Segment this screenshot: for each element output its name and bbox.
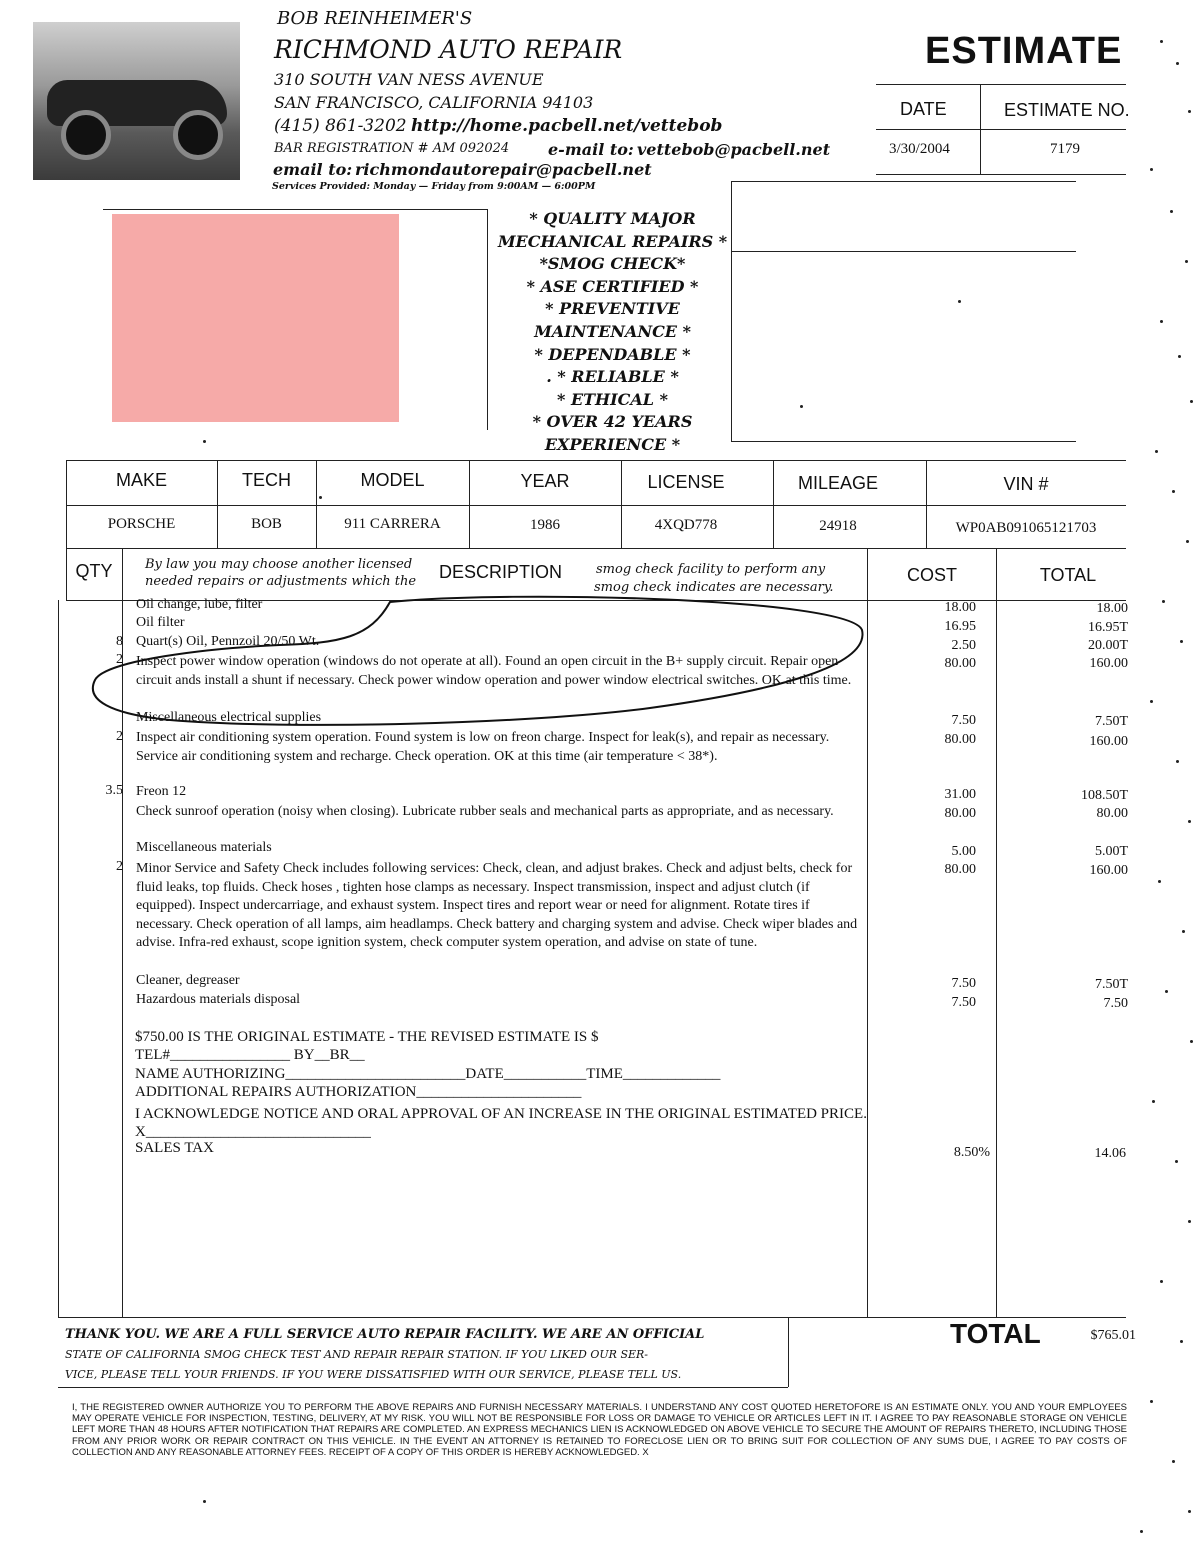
date-label: DATE bbox=[900, 99, 947, 119]
car-photo bbox=[33, 22, 240, 180]
email-label-2: email to: bbox=[273, 160, 353, 179]
license-label: LICENSE bbox=[647, 472, 725, 492]
shop-phone: (415) 861-3202 bbox=[274, 116, 407, 136]
estimate-number: 7179 bbox=[1050, 141, 1080, 157]
year-value: 1986 bbox=[530, 517, 560, 533]
line-cost: 80.00 bbox=[944, 732, 976, 747]
line-total: 160.00 bbox=[1089, 734, 1128, 749]
line-description: Check sunroof operation (noisy when closing). Lubricate rubber seals and mechanical parts as appropriate, and as necessary. bbox=[136, 804, 834, 819]
line-qty: 2 bbox=[116, 652, 123, 667]
tech-value: BOB bbox=[251, 516, 282, 532]
description-header: DESCRIPTION bbox=[439, 562, 563, 582]
line-cost: 7.50 bbox=[951, 713, 976, 728]
thank-you-line-3: VICE, PLEASE TELL YOUR FRIENDS. IF YOU WERE DISSATISFIED WITH OUR SERVICE, PLEASE TELL US. bbox=[65, 1368, 682, 1381]
vin-value: WP0AB091065121703 bbox=[955, 520, 1097, 536]
service-item: * QUALITY MAJOR bbox=[529, 209, 696, 228]
cost-header: COST bbox=[906, 565, 957, 585]
sales-tax-rate: 8.50% bbox=[953, 1145, 990, 1160]
service-hours: Services Provided: Monday — Friday from 9:00AM — 6:00PM bbox=[272, 181, 596, 192]
line-qty: 2 bbox=[116, 729, 123, 744]
line-cost: 18.00 bbox=[944, 600, 976, 615]
line-total: 18.00 bbox=[1096, 601, 1128, 616]
line-description: Miscellaneous electrical supplies bbox=[136, 710, 322, 725]
line-total: 5.00T bbox=[1094, 844, 1128, 859]
line-description: Hazardous materials disposal bbox=[136, 992, 301, 1007]
handwritten-circle-annotation bbox=[90, 590, 880, 740]
shop-name: RICHMOND AUTO REPAIR bbox=[274, 35, 623, 64]
mileage-label: MILEAGE bbox=[797, 473, 879, 493]
model-label: MODEL bbox=[360, 470, 425, 490]
line-description: Cleaner, degreaser bbox=[136, 973, 240, 988]
line-total: 80.00 bbox=[1096, 806, 1128, 821]
shop-owner: BOB REINHEIMER'S bbox=[277, 8, 473, 29]
service-item: MAINTENANCE * bbox=[534, 321, 691, 341]
year-label: YEAR bbox=[520, 471, 570, 491]
grand-total-label: TOTAL bbox=[950, 1318, 1041, 1349]
name-authorizing-line: NAME AUTHORIZING________________________DATE___________TIME_____________ bbox=[135, 1066, 721, 1082]
line-cost: 16.95 bbox=[944, 619, 976, 634]
vin-label: VIN # bbox=[1003, 474, 1049, 494]
smog-notice-left-2: needed repairs or adjustments which the bbox=[145, 574, 417, 589]
services-list bbox=[495, 208, 730, 457]
total-header: TOTAL bbox=[1039, 565, 1097, 585]
estimate-no-label: ESTIMATE NO. bbox=[1004, 100, 1130, 120]
line-cost: 80.00 bbox=[944, 806, 976, 821]
additional-repairs-line: ADDITIONAL REPAIRS AUTHORIZATION______________________ bbox=[135, 1084, 582, 1100]
telephone-line: TEL#________________ BY__BR__ bbox=[135, 1047, 365, 1063]
service-item: MECHANICAL REPAIRS * bbox=[497, 231, 728, 251]
email-2[interactable]: richmondautorepair@pacbell.net bbox=[355, 160, 652, 179]
estimate-date: 3/30/2004 bbox=[889, 141, 950, 157]
thank-you-line-1: THANK YOU. WE ARE A FULL SERVICE AUTO REPAIR FACILITY. WE ARE AN OFFICIAL bbox=[65, 1327, 705, 1342]
line-description: Minor Service and Safety Check includes following services: Check, clean, and adjust brakes. Check and adjust belts, check for fluid leaks, top fluids. Check hoses , tighten hose clamps as necessary. Inspect transmission, inspect and adjust clutch (if equipped). Inspect undercarriage, and exhaust system. Inspect tires and report wear or need for alignment. Rotate tires if necessary. Check operation of all lamps, aim headlamps. Check battery and charging system and advise. Check wiper blades and advise. Infra-red exhaust, scope ignition system, check computer system operation, and advise on state of tune. bbox=[136, 861, 858, 950]
line-total: 160.00 bbox=[1089, 656, 1128, 671]
line-total: 20.00T bbox=[1087, 638, 1128, 653]
sales-tax-amount: 14.06 bbox=[1094, 1146, 1126, 1161]
line-description: Inspect power window operation (windows do not operate at all). Found an open circuit in the B+ supply circuit. Repair open circuit ands install a shunt if necessary. Check power window operation and power window electrical switches. OK at this time. bbox=[136, 654, 852, 688]
line-qty: 2 bbox=[116, 859, 123, 874]
line-cost: 80.00 bbox=[944, 862, 976, 877]
original-estimate-text: $750.00 IS THE ORIGINAL ESTIMATE - THE REVISED ESTIMATE IS $ bbox=[135, 1029, 599, 1045]
model-value: 911 CARRERA bbox=[344, 516, 441, 532]
email-1[interactable]: vettebob@pacbell.net bbox=[637, 140, 831, 159]
service-item: . * RELIABLE * bbox=[546, 367, 679, 387]
make-value: PORSCHE bbox=[107, 516, 176, 532]
line-description: Inspect air conditioning system operation. Found system is low on freon charge. Inspect for leak(s), and repair as necessary. Service air conditioning system and recharge. Check operation. OK at this time (air temperature < 38*). bbox=[136, 730, 830, 764]
mileage-value: 24918 bbox=[819, 518, 857, 534]
line-description: Freon 12 bbox=[136, 784, 187, 799]
service-item: * ASE CERTIFIED * bbox=[526, 276, 699, 296]
document-title: ESTIMATE bbox=[925, 30, 1123, 72]
redacted-customer-info bbox=[112, 214, 399, 422]
line-total: 160.00 bbox=[1089, 863, 1128, 878]
line-qty: 8 bbox=[116, 634, 123, 649]
service-item: * DEPENDABLE * bbox=[534, 344, 691, 364]
acknowledge-text: I ACKNOWLEDGE NOTICE AND ORAL APPROVAL OF AN INCREASE IN THE ORIGINAL ESTIMATED PRICE. X______________________________ bbox=[135, 1106, 867, 1140]
sales-tax-label: SALES TAX bbox=[135, 1140, 214, 1156]
shop-address-1: 310 SOUTH VAN NESS AVENUE bbox=[274, 70, 544, 89]
thank-you-line-2: STATE OF CALIFORNIA SMOG CHECK TEST AND REPAIR REPAIR STATION. IF YOU LIKED OUR SER- bbox=[65, 1348, 649, 1361]
line-qty: 3.5 bbox=[105, 783, 123, 798]
smog-notice-left-1: By law you may choose another licensed bbox=[145, 557, 413, 572]
make-label: MAKE bbox=[115, 470, 167, 490]
service-item: EXPERIENCE * bbox=[544, 434, 681, 454]
line-cost: 5.00 bbox=[951, 844, 976, 859]
license-value: 4XQD778 bbox=[654, 517, 718, 533]
service-item: * PREVENTIVE bbox=[545, 299, 680, 319]
tech-label: TECH bbox=[242, 470, 291, 490]
service-item: * ETHICAL * bbox=[557, 389, 668, 409]
line-cost: 7.50 bbox=[951, 995, 976, 1010]
line-description: Oil change, lube, filter bbox=[136, 597, 263, 612]
bar-registration: BAR REGISTRATION # AM 092024 bbox=[274, 141, 510, 156]
line-cost: 2.50 bbox=[951, 638, 976, 653]
smog-notice-right-2: smog check indicates are necessary. bbox=[594, 580, 834, 595]
service-item: * OVER 42 YEARS bbox=[532, 412, 693, 432]
line-description: Oil filter bbox=[136, 615, 185, 630]
line-cost: 7.50 bbox=[951, 976, 976, 991]
smog-notice-right-1: smog check facility to perform any bbox=[596, 562, 826, 577]
line-description: Miscellaneous materials bbox=[136, 840, 272, 855]
legal-terms: I, THE REGISTERED OWNER AUTHORIZE YOU TO PERFORM THE ABOVE REPAIRS AND FURNISH NECESSARY MATERIALS. I UNDERSTAND ANY COST QUOTED HERETOFORE IS AN ESTIMATE ONLY. YOU AND YOUR EMPLOYEES MAY OPERATE VEHICLE FOR INSPECTION, TESTING, DELIVERY, AT MY RISK. YOU WILL NOT BE RESPONSIBLE FOR LOSS OR DAMAGE TO VEHICLE OR ARTICLES LEFT IN IT. I AGREE TO PAY REASONABLE STORAGE ON VEHICLE LEFT MORE THAN 48 HOURS AFTER NOTIFICATION THAT REPAIRS ARE COMPLETED. AN EXPRESS MECHANICS LIEN IS ACKNOWLEDGED ON ABOVE VEHICLE TO SECURE THE AMOUNT OF REPAIRS THERETO, INCLUDING THOSE FROM ANY PRIOR WORK OR REPAIR CONTRACT ON THIS VEHICLE. IN THE EVENT AN ATTORNEY IS RETAINED TO FORECLOSE LIEN OR TO BRING SUIT FOR COLLECTION OF ANY SUMS DUE, I AGREE TO PAY COSTS OF COLLECTION AND ANY REASONABLE ATTORNEY FEES. RECEIPT OF A COPY OF THIS ORDER IS HEREBY ACKNOWLEDGED. X bbox=[72, 1402, 1127, 1458]
shop-url[interactable]: http://home.pacbell.net/vettebob bbox=[411, 116, 723, 136]
line-cost: 80.00 bbox=[944, 656, 976, 671]
line-cost: 31.00 bbox=[944, 787, 976, 802]
line-description: Quart(s) Oil, Pennzoil 20/50 Wt. bbox=[136, 634, 320, 649]
line-total: 7.50T bbox=[1094, 977, 1128, 992]
qty-header: QTY bbox=[75, 561, 113, 581]
line-total: 7.50 bbox=[1103, 996, 1128, 1011]
line-total: 16.95T bbox=[1087, 620, 1128, 635]
grand-total-amount: $765.01 bbox=[1090, 1328, 1136, 1343]
line-total: 7.50T bbox=[1094, 714, 1128, 729]
service-item: *SMOG CHECK* bbox=[539, 254, 686, 274]
shop-address-2: SAN FRANCISCO, CALIFORNIA 94103 bbox=[274, 93, 594, 112]
email-label-1: e-mail to: bbox=[548, 140, 634, 159]
line-total: 108.50T bbox=[1080, 788, 1128, 803]
